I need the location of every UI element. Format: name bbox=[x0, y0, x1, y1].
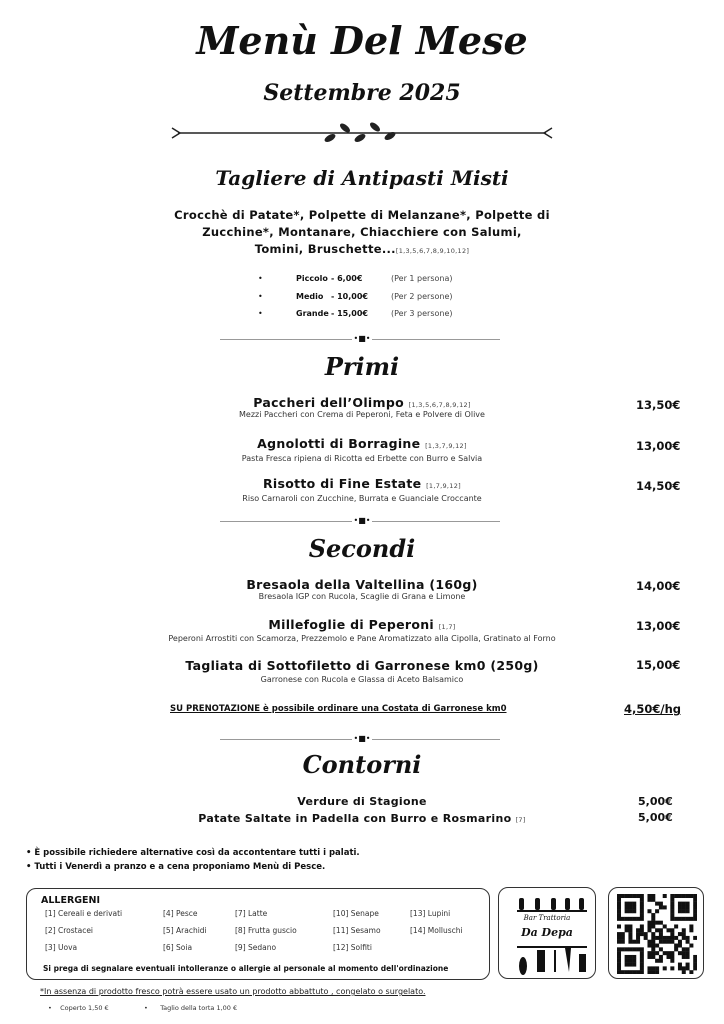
item-name: Risotto di Fine Estate bbox=[262, 476, 422, 491]
item-price: 14,50€ bbox=[636, 479, 681, 493]
allergen-item: [13] Lupini bbox=[410, 909, 451, 918]
item-price: 13,00€ bbox=[636, 619, 681, 633]
item-price: 5,00€ bbox=[638, 795, 673, 808]
item-description: Bresaola IGP con Rucola, Scaglie di Grana e Limone bbox=[258, 592, 466, 601]
primi-title: Primi bbox=[324, 352, 400, 381]
item-description: Mezzi Paccheri con Crema di Peperoni, Feta e Polvere di Olive bbox=[239, 410, 485, 419]
menu-item bbox=[0, 395, 724, 419]
allergen-item: [12] Solfiti bbox=[333, 943, 372, 952]
leaf-divider-icon bbox=[170, 118, 554, 148]
item-name: Patate Saltate in Padella con Burro e Rosmarino bbox=[198, 812, 512, 825]
allergen-codes: [1,7,9,12] bbox=[426, 482, 462, 490]
item-name: Bresaola della Valtellina (160g) bbox=[246, 577, 478, 592]
antipasti-sizes bbox=[258, 270, 453, 323]
coperto-text: Coperto 1,50 € bbox=[60, 1004, 109, 1012]
item-price: 14,00€ bbox=[636, 579, 681, 593]
allergen-item: [6] Soia bbox=[163, 943, 193, 952]
item-price: 13,50€ bbox=[636, 398, 681, 412]
allergen-item: [4] Pesce bbox=[163, 909, 198, 918]
qr-code-icon bbox=[617, 894, 697, 974]
item-description: Pasta Fresca ripiena di Ricotta ed Erbette con Burro e Salvia bbox=[241, 454, 483, 463]
size-row: • Piccolo - 6,00€ (Per 1 persona) bbox=[258, 270, 453, 288]
allergens-grid bbox=[45, 909, 485, 961]
allergen-item: [9] Sedano bbox=[235, 943, 277, 952]
size-note: (Per 2 persone) bbox=[391, 291, 453, 301]
divider-dots-icon: •■• bbox=[353, 734, 371, 743]
menu-item bbox=[0, 476, 724, 503]
size-price: - 10,00€ bbox=[331, 291, 368, 301]
restaurant-logo bbox=[498, 887, 596, 979]
contorni-title: Contorni bbox=[302, 750, 422, 779]
allergen-item: [1] Cereali e derivati bbox=[45, 909, 123, 918]
size-note: (Per 3 persone) bbox=[391, 309, 453, 318]
item-price: 15,00€ bbox=[636, 658, 681, 672]
coperto-note: • Coperto 1,50 € bbox=[48, 1004, 109, 1012]
allergens-title: ALLERGENI bbox=[41, 895, 101, 906]
menu-item bbox=[0, 436, 724, 463]
size-name: Piccolo bbox=[296, 274, 328, 283]
antipasti-line: Zucchine*, Montanare, Chiacchiere con Salumi, bbox=[202, 225, 522, 239]
antipasti-description bbox=[0, 207, 724, 260]
item-description: Peperoni Arrostiti con Scamorza, Prezzemolo e Pane Aromatizzato alla Cipolla, Gratinato al Forno bbox=[168, 634, 556, 643]
size-price: - 6,00€ bbox=[331, 274, 363, 283]
allergen-item: [5] Arachidi bbox=[163, 926, 207, 935]
size-price: - 15,00€ bbox=[331, 309, 368, 318]
menu-subtitle: Settembre 2025 bbox=[263, 80, 461, 106]
note: È possibile richiedere alternative così da accontentare tutti i palati. bbox=[34, 848, 360, 858]
antipasti-line: Tomini, Bruschette... bbox=[254, 242, 396, 256]
item-name: Agnolotti di Borragine bbox=[257, 436, 421, 451]
allergens-box bbox=[26, 888, 490, 980]
allergen-codes: [1,7] bbox=[438, 623, 456, 631]
size-note: (Per 1 persona) bbox=[391, 274, 453, 283]
costata-special-note: SU PRENOTAZIONE è possibile ordinare una Costata di Garronese km0 bbox=[170, 704, 507, 714]
secondi-title: Secondi bbox=[308, 534, 416, 563]
antipasti-line: Crocchè di Patate*, Polpette di Melanzane*, Polpette di bbox=[174, 208, 550, 222]
qr-code[interactable] bbox=[608, 887, 704, 979]
allergen-item: [8] Frutta guscio bbox=[235, 926, 297, 935]
item-description: Riso Carnaroli con Zucchine, Burrata e Guanciale Croccante bbox=[242, 494, 482, 503]
size-name: Medio bbox=[296, 291, 324, 301]
logo-text: Bar Trattoria bbox=[523, 914, 571, 922]
allergen-codes: [1,3,7,9,12] bbox=[425, 442, 467, 450]
item-name: Verdure di Stagione bbox=[297, 795, 427, 808]
item-name: Tagliata di Sottofiletto di Garronese km0 (250g) bbox=[185, 658, 539, 673]
menu-item bbox=[0, 577, 724, 601]
torta-note: • Taglio della torta 1,00 € bbox=[144, 1004, 238, 1012]
allergens-warning: Si prega di segnalare eventuali intolleranze o allergie al personale al momento dell'ordinazione bbox=[43, 964, 449, 973]
item-description: Garronese con Rucola e Glassa di Aceto Balsamico bbox=[260, 675, 464, 684]
allergen-item: [11] Sesamo bbox=[333, 926, 381, 935]
divider-dots-icon: •■• bbox=[353, 334, 371, 343]
allergen-item: [10] Senape bbox=[333, 909, 379, 918]
antipasti-title: Tagliere di Antipasti Misti bbox=[215, 166, 509, 190]
note: Tutti i Venerdì a pranzo e a cena proponiamo Menù di Pesce. bbox=[34, 862, 326, 872]
item-price: 5,00€ bbox=[638, 811, 673, 824]
allergen-codes: [1,3,5,6,7,8,9,10,12] bbox=[395, 247, 470, 255]
menu-title: Menù Del Mese bbox=[196, 18, 528, 63]
size-name: Grande bbox=[296, 309, 329, 318]
allergen-item: [3] Uova bbox=[45, 943, 78, 952]
allergen-item: [2] Crostacei bbox=[45, 926, 94, 935]
allergen-codes: [7] bbox=[515, 816, 526, 824]
notes-list: • È possibile richiedere alternative così da accontentare tutti i palati. • Tutti i Venerdì a pranzo e a cena proponiamo Menù di Pesce. bbox=[26, 848, 360, 872]
allergen-item: [14] Molluschi bbox=[410, 926, 463, 935]
special-price: 4,50€/hg bbox=[624, 702, 681, 716]
logo-text: Da Depa bbox=[521, 926, 573, 939]
divider-dots-icon: •■• bbox=[353, 516, 371, 525]
item-name: Paccheri dell’Olimpo bbox=[253, 395, 404, 410]
allergen-item: [7] Latte bbox=[235, 909, 268, 918]
size-row: • Medio - 10,00€ (Per 2 persone) bbox=[258, 288, 453, 306]
torta-text: Taglio della torta 1,00 € bbox=[160, 1004, 238, 1012]
frozen-product-note: *In assenza di prodotto fresco potrà essere usato un prodotto abbattuto , congelato o surgelato. bbox=[40, 987, 426, 996]
allergen-codes: [1,3,5,6,7,8,9,12] bbox=[408, 401, 471, 409]
menu-item bbox=[0, 658, 724, 684]
item-name: Millefoglie di Peperoni bbox=[268, 617, 435, 632]
item-price: 13,00€ bbox=[636, 439, 681, 453]
menu-item bbox=[0, 617, 724, 643]
size-row: • Grande - 15,00€ (Per 3 persone) bbox=[258, 305, 453, 323]
